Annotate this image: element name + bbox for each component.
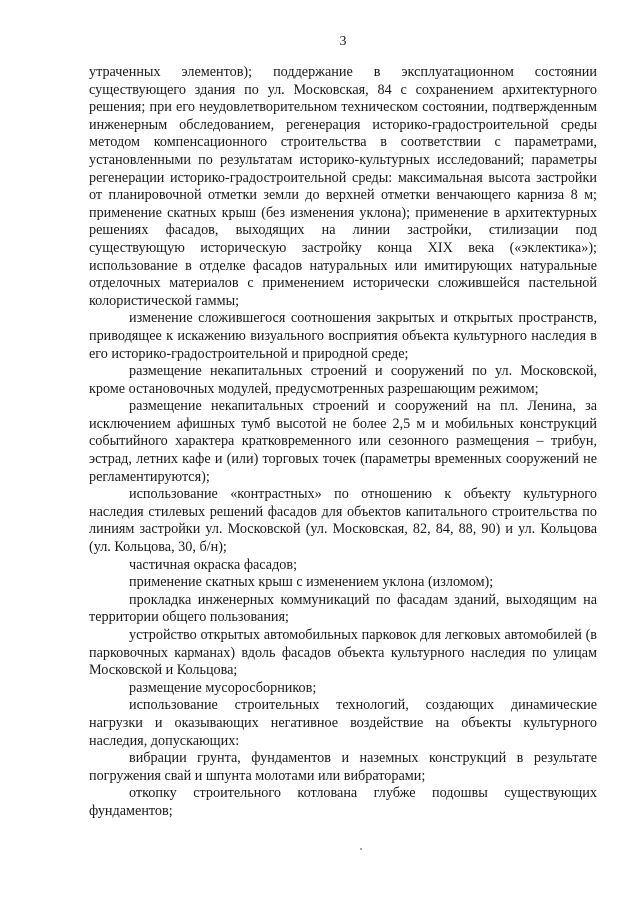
paragraph: изменение сложившегося соотношения закрытых и открытых пространств, приводящее к искажению визуального восприятия объекта культурного наследия в его историко-градостроительной и природной среде; [89,310,597,362]
scan-speck [360,848,362,850]
paragraph: размещение мусоросборников; [129,679,317,696]
paragraph: прокладка инженерных коммуникаций по фасадам зданий, выходящим на территории общего пользования; [89,591,597,626]
paragraph: откопку строительного котлована глубже подошвы существующих фундаментов; [89,785,597,819]
document-body [89,64,597,821]
paragraph: утраченных элементов); поддержание в эксплуатационном состоянии существующего здания по ул. Московская, 84 с сохранением архитектурного решения; при его неудовлетворительном техническом состоянии, подтвержденным инженерным обследованием, регенерация историко-градостроительной среды методом компенсационного строительства в соответствии с параметрами, установленными по результатам историко-культурных исследований; параметры регенерации историко-градостроительной среды: максимальная высота застройки от планировочной отметки земли до верхней отметки венчающего карниза 8 м; применение скатных крыш (без изменения уклона); применение в архитектурных решениях фасадов, выходящих на линии застройки, стилизации под существующую историческую застройку конца XIX века («эклектика»); использование в отделке фасадов натуральных или имитирующих натуральные отделочных материалов с применением исторически сложившейся пастельной колористической гаммы; [89,64,597,309]
paragraph: использование строительных технологий, создающих динамические нагрузки и оказывающих негативное воздействие на объекты культурного наследия, допускающих: [89,697,597,749]
paragraph: размещение некапитальных строений и сооружений по ул. Московской, кроме остановочных модулей, предусмотренных разрешающим режимом; [89,363,597,397]
paragraph: устройство открытых автомобильных парковок для легковых автомобилей (в парковочных карманах) вдоль фасадов объекта культурного наследия по улицам Московской и Кольцова; [89,627,597,679]
paragraph: использование «контрастных» по отношению к объекту культурного наследия стилевых решений фасадов для объектов капитального строительства по линиям застройки ул. Московской (ул. Московская, 82, 84, 88, 90) и ул. Кольцова (ул. Кольцова, 30, б/н); [89,486,597,556]
paragraph: применение скатных крыш с изменением уклона (изломом); [129,574,494,591]
paragraph: размещение некапитальных строений и сооружений на пл. Ленина, за исключением афишных тумб высотой не более 2,5 м и мобильных конструкций событийного характера кратковременного или сезонного размещения – трибун, эстрад, летних кафе и (или) торговых точек (параметры временных сооружений не регламентируются); [89,398,597,485]
paragraph: частичная окраска фасадов; [129,556,298,573]
paragraph: вибрации грунта, фундаментов и наземных конструкций в результате погружения свай и шпунта молотами или вибраторами; [89,750,597,784]
page-number: 3 [339,34,347,49]
